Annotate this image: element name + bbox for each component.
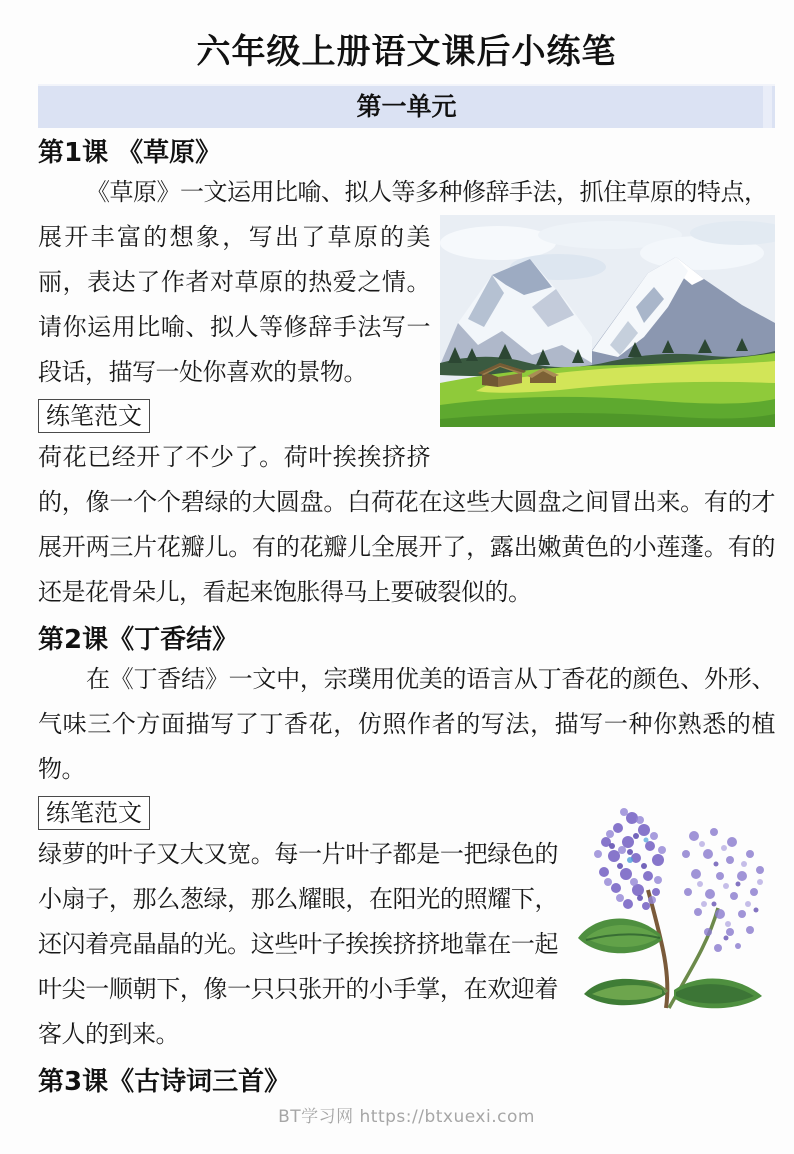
unit-banner-strip [763,86,772,128]
lesson2-heading: 第2课《丁香结》 [38,625,239,655]
lilac-illustration [570,792,775,1010]
grassland-illustration [440,215,775,427]
lesson3-heading: 第3课《古诗词三首》 [38,1067,291,1097]
lesson1-intro-rest: 展开丰富的想象，写出了草原的美丽，表达了作者对草原的热爱之情。 请你运用比喻、拟人等修辞手法写一段话，描写一处你喜欢的景物。 [38,223,430,386]
lesson1-intro-line1: 《草原》一文运用比喻、拟人等多种修辞手法，抓住草原的特点， [86,178,768,206]
lesson1-sample-text: 荷花已经开了不少了。荷叶挨挨挤挤的，像一个个碧绿的大圆盘。白荷花在这些大圆盘之间冒出来。有的才展开两三片花瓣儿。有的花瓣儿全展开了，露出嫩黄色的小莲蓬。有的还是花骨朵儿，看起来饱胀得马上要破裂似的。 [38,443,775,606]
unit-banner [38,84,775,128]
lilac-flower-svg [570,792,775,1010]
lesson1-wrap-zone [38,215,775,615]
page-title: 六年级上册语文课后小练笔 [196,32,617,72]
sample-label-lesson1: 练笔范文 [38,399,150,433]
sample-label-lesson2: 练笔范文 [38,796,150,830]
lesson1-heading: 第1课 《草原》 [38,138,222,168]
unit-banner-label: 第一单元 [356,92,457,121]
site-watermark: BT学习网 https://btxuexi.com [278,1107,535,1127]
lesson2-wrap-zone [38,792,775,1057]
grassland-mountain-svg [440,215,775,427]
lesson2-sample-text: 绿萝的叶子又大又宽。每一片叶子都是一把绿色的小扇子，那么葱绿，那么耀眼，在阳光的照耀下，还闪着亮晶晶的光。这些叶子挨挨挤挤地靠在一起叶尖一顺朝下，像一只只张开的小手掌，在欢迎着客人的到来。 [38,840,558,1048]
worksheet-page [0,30,794,1129]
lesson2-intro: 在《丁香结》一文中，宗璞用优美的语言从丁香花的颜色、外形、气味三个方面描写了丁香花，仿照作者的写法，描写一种你熟悉的植物。 [38,665,775,783]
